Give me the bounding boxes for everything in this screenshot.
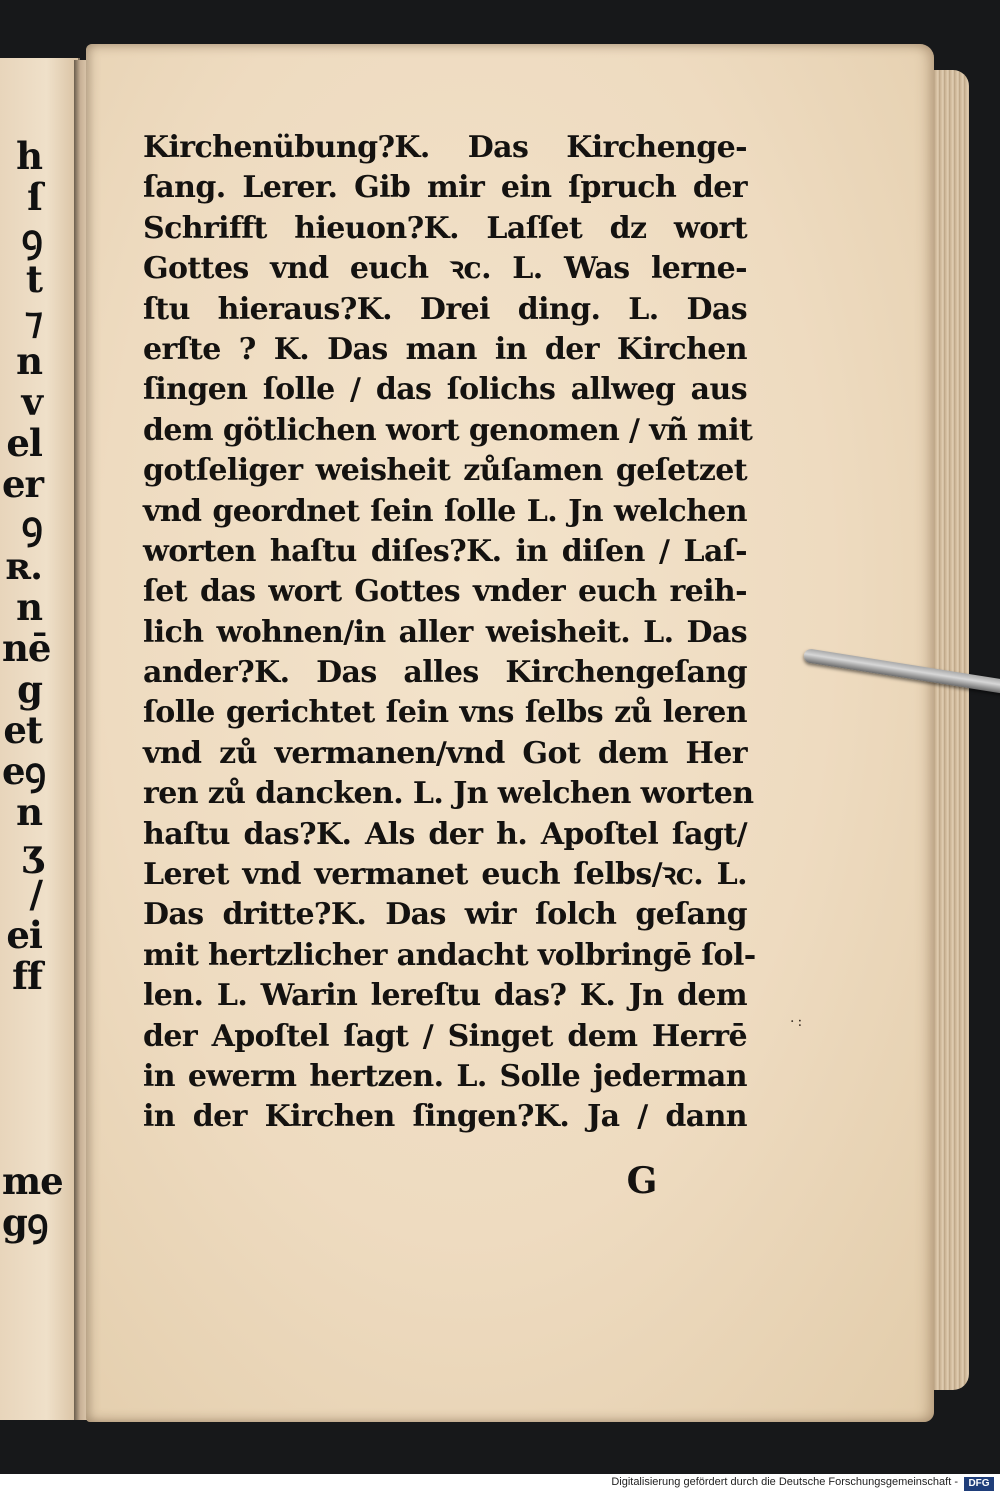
left-edge-fragment: n	[16, 790, 42, 834]
paper-specks: ·:	[790, 1014, 806, 1030]
text-line: ander?K. Das alles Kirchengeſang	[143, 655, 747, 691]
text-line: ſingen ſolle / das ſolichs allweg aus	[143, 372, 747, 408]
text-line: Kirchenübung?K. Das Kirchenge-	[143, 130, 747, 165]
left-edge-fragment: gꝯ	[2, 1200, 48, 1244]
left-edge-fragment: v	[21, 380, 42, 424]
text-line: ſet das wort Gottes vnder euch reih-	[143, 574, 747, 610]
text-line: haſtu das?K. Als der h. Apoſtel ſagt/	[143, 816, 747, 852]
left-edge-fragment: t	[25, 257, 42, 301]
text-line: ſang. Lerer. Gib mir ein ſpruch der	[143, 170, 747, 206]
left-edge-fragment: et	[3, 708, 42, 752]
main-text-block	[143, 128, 756, 1138]
text-line: erſte ? K. Das man in der Kirchen	[143, 331, 747, 367]
text-line: in der Kirchen ſingen?K. Ja / dann	[143, 1099, 747, 1135]
left-edge-fragment: ꝯ	[21, 503, 42, 547]
text-line: mit hertzlicher andacht volbringē ſol-	[143, 937, 756, 973]
text-line: vnd zů vermanen/vnd Got dem Her	[143, 735, 747, 771]
left-edge-fragment	[2, 1120, 42, 1161]
left-edge-fragment	[2, 1038, 42, 1079]
left-edge-fragment: n	[16, 339, 42, 383]
text-line: in ewerm hertzen. L. Solle jederman	[143, 1058, 747, 1094]
left-edge-fragment: ʀ.	[5, 544, 42, 588]
text-line: Gottes vnd euch ꝛc. L. Was lerne-	[143, 251, 747, 287]
text-line: Schrifft hieuon?K. Laſſet dz wort	[143, 210, 747, 246]
left-page	[0, 58, 80, 1420]
text-line: ſolle gerichtet ſein vns ſelbs zů leren	[143, 695, 747, 731]
left-edge-fragment: ꝯ	[21, 216, 42, 260]
text-line: gotſeliger weisheit zůſamen geſetzet	[143, 453, 747, 489]
left-edge-fragment: ſ	[27, 175, 42, 219]
text-line: dem götlichen wort genomen / vñ mit	[143, 412, 753, 448]
left-edge-fragment	[2, 997, 42, 1038]
left-edge-fragment: /	[29, 872, 42, 916]
left-edge-fragment: ⁊	[24, 298, 42, 342]
text-line: Das dritte?K. Das wir ſolch geſang	[143, 897, 747, 933]
text-line: worten haſtu diſes?K. in diſen / Laſ-	[143, 533, 747, 569]
text-line: len. L. Warin lereſtu das? K. Jn dem	[143, 978, 747, 1014]
text-line: lich wohnen/in aller weisheit. L. Das	[143, 614, 747, 650]
footer-bar	[0, 1474, 1000, 1494]
left-edge-fragment: ff	[12, 954, 42, 998]
dfg-logo: DFG	[964, 1477, 994, 1491]
left-edge-fragment: me	[2, 1159, 63, 1203]
left-edge-fragment: el	[6, 421, 42, 465]
left-edge-fragment: h	[16, 134, 42, 178]
text-line: der Apoſtel ſagt / Singet dem Herrē	[143, 1018, 747, 1054]
text-line: ſtu hieraus?K. Drei ding. L. Das	[143, 291, 747, 327]
left-edge-fragment: eꝯ	[2, 749, 46, 793]
left-edge-fragment: nē	[2, 626, 51, 670]
text-line: Leret vnd vermanet euch ſelbs/ꝛc. L.	[143, 857, 747, 893]
text-line: vnd geordnet ſein ſolle L. Jn welchen	[143, 493, 747, 529]
catchword: G	[626, 1160, 658, 1202]
left-page-edge-text	[2, 134, 63, 1244]
text-line: ren zů dancken. L. Jn welchen worten	[143, 776, 754, 812]
left-edge-fragment: ei	[6, 913, 42, 957]
left-edge-fragment: ʒ	[21, 831, 42, 875]
left-edge-fragment: n	[16, 585, 42, 629]
footer-credit: Digitalisierung gefördert durch die Deutsche Forschungsgemeinschaft -	[611, 1476, 958, 1488]
left-edge-fragment: g	[17, 667, 42, 711]
left-edge-fragment: er	[2, 462, 44, 506]
left-edge-fragment	[2, 1079, 42, 1120]
